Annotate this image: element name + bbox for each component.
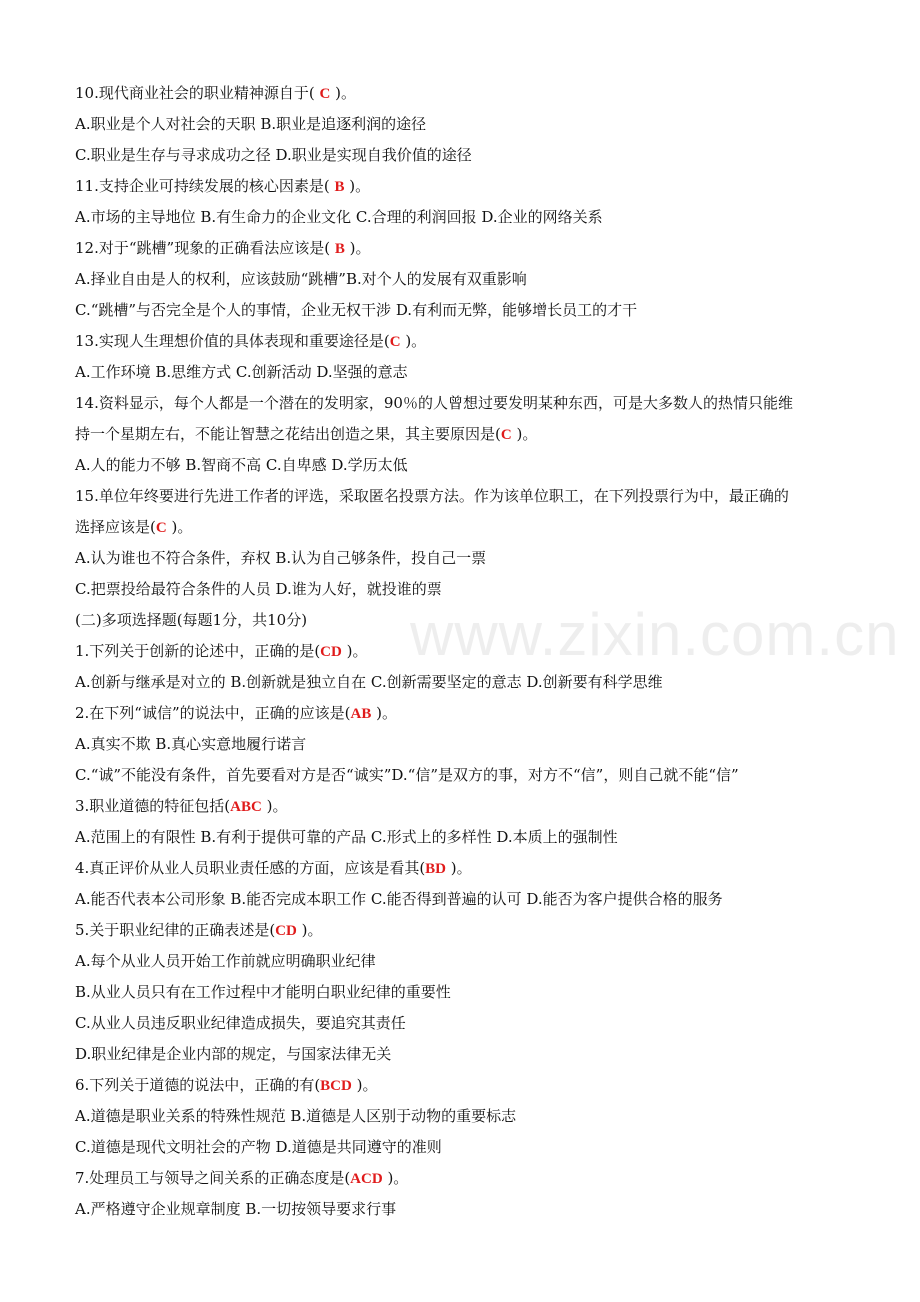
answer-key: B (334, 241, 345, 257)
question-line (75, 1070, 855, 1101)
text-line: A.择业自由是人的权利，应该鼓励“跳槽”B.对个人的发展有双重影响 (75, 270, 527, 288)
document-page (75, 78, 855, 1225)
question-line (75, 636, 855, 667)
text-line: C.“跳槽”与否完全是个人的事情，企业无权干涉 D.有利而无弊，能够增长员工的才干 (75, 301, 638, 319)
question-suffix: )。 (344, 239, 371, 257)
question-stem: 持一个星期左右，不能让智慧之花结出创造之果，其主要原因是( (75, 425, 501, 443)
question-stem: 5.关于职业纪律的正确表述是( (75, 921, 276, 939)
question-line (75, 791, 855, 822)
text-line: A.工作环境 B.思维方式 C.创新活动 D.坚强的意志 (75, 363, 408, 381)
question-line (75, 915, 855, 946)
text-line: A.严格遵守企业规章制度 B.一切按领导要求行事 (75, 1200, 397, 1218)
question-line (75, 698, 855, 729)
question-stem: 11.支持企业可持续发展的核心因素是( (75, 177, 335, 195)
text-line: C.把票投给最符合条件的人员 D.谁为人好，就投谁的票 (75, 580, 442, 598)
question-suffix: )。 (351, 1076, 378, 1094)
answer-key: BD (425, 861, 447, 877)
answer-key: ABC (230, 799, 262, 815)
text-line: A.认为谁也不符合条件，弃权 B.认为自己够条件，投自己一票 (75, 549, 487, 567)
text-line: C.从业人员违反职业纪律造成损失，要追究其责任 (75, 1014, 406, 1032)
text-line: A.每个从业人员开始工作前就应明确职业纪律 (75, 952, 376, 970)
question-suffix: )。 (511, 425, 538, 443)
text-line: A.创新与继承是对立的 B.创新就是独立自在 C.创新需要坚定的意志 D.创新要有科学思维 (75, 673, 663, 691)
question-suffix: )。 (371, 704, 397, 722)
text-line: 14.资料显示，每个人都是一个潜在的发明家，90％的人曾想过要发明某种东西，可是大多数人的热情只能维 (75, 394, 793, 412)
question-suffix: )。 (166, 518, 193, 536)
question-stem: 12.对于“跳槽”现象的正确看法应该是( (75, 239, 335, 257)
answer-key: C (155, 520, 167, 536)
question-line (75, 853, 855, 884)
question-line (75, 171, 855, 202)
text-line: A.职业是个人对社会的天职 B.职业是追逐利润的途径 (75, 115, 427, 133)
answer-key: AB (350, 706, 372, 722)
answer-key: CD (320, 644, 342, 660)
answer-key: C (500, 427, 512, 443)
text-line: A.市场的主导地位 B.有生命力的企业文化 C.合理的利润回报 D.企业的网络关系 (75, 208, 603, 226)
watermark: www.zixin.com.cn (410, 601, 900, 668)
text-line: B.从业人员只有在工作过程中才能明白职业纪律的重要性 (75, 983, 451, 1001)
text-line: C.职业是生存与寻求成功之径 D.职业是实现自我价值的途径 (75, 146, 472, 164)
question-suffix: )。 (382, 1169, 409, 1187)
question-line (75, 233, 855, 264)
text-line: D.职业纪律是企业内部的规定，与国家法律无关 (75, 1045, 392, 1063)
answer-key: B (334, 179, 345, 195)
question-suffix: )。 (344, 177, 371, 195)
answer-key: ACD (350, 1171, 383, 1187)
question-stem: 6.下列关于道德的说法中，正确的有( (75, 1076, 321, 1094)
text-line: A.能否代表本公司形象 B.能否完成本职工作 C.能否得到普遍的认可 D.能否为客户提供合格的服务 (75, 890, 723, 908)
text-line: (二)多项选择题(每题1分，共10分) (75, 611, 308, 629)
text-line: C.“诚”不能没有条件，首先要看对方是否“诚实”D.“信”是双方的事，对方不“信”，则自己就不能“信” (75, 766, 739, 784)
question-stem: 选择应该是( (75, 518, 156, 536)
text-line: A.真实不欺 B.真心实意地履行诺言 (75, 735, 307, 753)
question-stem: 10.现代商业社会的职业精神源自于( (75, 84, 320, 102)
question-line (75, 1163, 855, 1194)
question-suffix: )。 (330, 84, 356, 102)
question-line (75, 78, 855, 109)
question-line (75, 419, 855, 450)
answer-key: CD (275, 923, 297, 939)
question-stem: 7.处理员工与领导之间关系的正确态度是( (75, 1169, 351, 1187)
answer-key: C (319, 86, 331, 102)
text-line: A.范围上的有限性 B.有利于提供可靠的产品 C.形式上的多样性 D.本质上的强制性 (75, 828, 618, 846)
answer-key: BCD (320, 1078, 352, 1094)
question-suffix: )。 (341, 642, 368, 660)
question-stem: 1.下列关于创新的论述中，正确的是( (75, 642, 321, 660)
question-stem: 3.职业道德的特征包括( (75, 797, 231, 815)
text-line: A.道德是职业关系的特殊性规范 B.道德是人区别于动物的重要标志 (75, 1107, 517, 1125)
question-suffix: )。 (400, 332, 427, 350)
question-stem: 4.真正评价从业人员职业责任感的方面，应该是看其( (75, 859, 426, 877)
question-suffix: )。 (296, 921, 323, 939)
answer-key: C (389, 334, 401, 350)
question-stem: 2.在下列“诚信”的说法中，正确的应该是( (75, 704, 351, 722)
question-suffix: )。 (446, 859, 472, 877)
question-stem: 13.实现人生理想价值的具体表现和重要途径是( (75, 332, 390, 350)
text-line: 15.单位年终要进行先进工作者的评选，采取匿名投票方法。作为该单位职工，在下列投票行为中，最正确的 (75, 487, 789, 505)
text-line: A.人的能力不够 B.智商不高 C.自卑感 D.学历太低 (75, 456, 408, 474)
question-line (75, 326, 855, 357)
question-suffix: )。 (261, 797, 288, 815)
text-line: C.道德是现代文明社会的产物 D.道德是共同遵守的准则 (75, 1138, 442, 1156)
question-line (75, 512, 855, 543)
